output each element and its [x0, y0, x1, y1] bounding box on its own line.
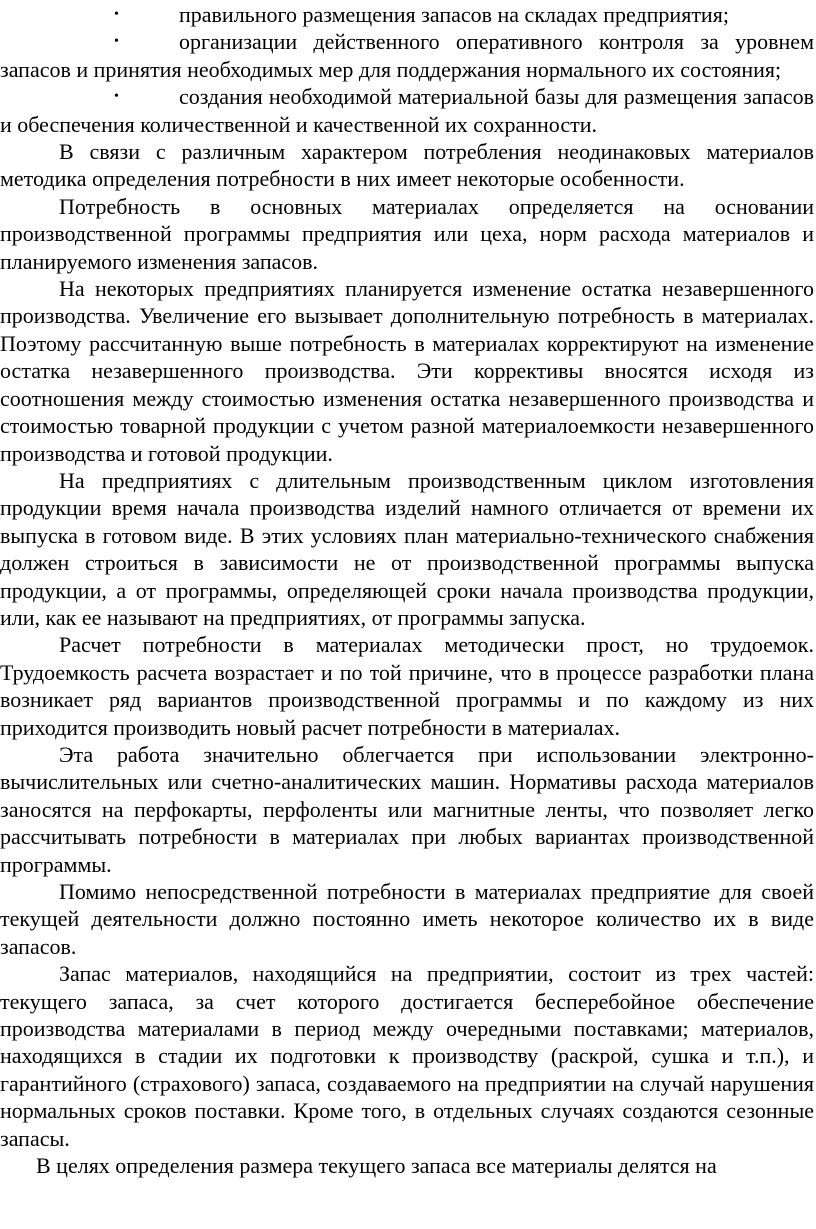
paragraph: Помимо непосредственной потребности в материалах предприятие для своей текущей деятельности должно постоянно иметь некоторое количество их в виде запасов.	[0, 879, 814, 959]
bullet-text: организации действенного оперативного контроля за уровнем запасов и принятия необходимых мер для поддержания нормального их состояния;	[0, 29, 814, 82]
bullet-icon: •	[114, 89, 119, 105]
bullet-item-operational-control	[0, 28, 814, 83]
paragraph: Эта работа значительно облегчается при использовании электронно-вычислительных или счетно-аналитических машин. Нормативы расхода материалов заносятся на перфокарты, перфоленты или магнитные ленты, что позволяет легко рассчитывать потребности в материалах при любых вариантах производственной программы.	[0, 741, 814, 877]
bullet-text: создания необходимой материальной базы для размещения запасов и обеспечения количественной и качественной их сохранности.	[0, 84, 814, 137]
paragraph: Потребность в основных материалах определяется на основании производственной программы предприятия или цеха, норм расхода материалов и планируемого изменения запасов.	[0, 193, 814, 274]
paragraph: Расчет потребности в материалах методически прост, но трудоемок. Трудоемкость расчета возрастает и по той причине, что в процессе разработки плана возникает ряд вариантов производственной программы и по каждому из них приходится производить новый расчет потребности в материалах.	[0, 632, 814, 740]
bullet-icon: •	[114, 7, 119, 22]
bullet-text: правильного размещения запасов на складах предприятия;	[179, 2, 729, 27]
document-body	[0, 1, 814, 1179]
paragraph: В связи с различным характером потребления неодинаковых материалов методика определения потребности в них имеет некоторые особенности.	[0, 139, 814, 192]
paragraph: Запас материалов, находящийся на предприятии, состоит из трех частей: текущего запаса, за счет которого достигается бесперебойное обеспечение производства материалами в период между очередными поставками; материалов, находящихся в стадии их подготовки к производству (раскрой, сушка и т.п.), и гарантийного (страхового) запаса, создаваемого на предприятии на случай нарушения нормальных сроков поставки. Кроме того, в отдельных случаях создаются сезонные запасы.	[0, 961, 814, 1151]
paragraph-continued: В целях определения размера текущего запаса все материалы делятся на	[36, 1153, 717, 1179]
bullet-item-material-base	[0, 83, 814, 138]
paragraph: На предприятиях с длительным производственным циклом изготовления продукции время начала производства изделий намного отличается от времени их выпуска в готовом виде. В этих условиях план материально-технического снабжения должен строиться в зависимости не от производственной программы выпуска продукции, а от программы, определяющей сроки начала производства продукции, или, как ее называют на предприятиях, от программы запуска.	[0, 467, 814, 630]
bullet-item-storage-placement	[0, 1, 814, 28]
paragraph: На некоторых предприятиях планируется изменение остатка незавершенного производства. Увеличение его вызывает дополнительную потребность в материалах. Поэтому рассчитанную выше потребность в материалах корректируют на изменение остатка незавершенного производства. Эти коррективы вносятся исходя из соотношения между стоимостью изменения остатка незавершенного производства и стоимостью товарной продукции с учетом разной материалоемкости незавершенного производства и готовой продукции.	[0, 276, 814, 466]
bullet-icon: •	[114, 34, 119, 50]
